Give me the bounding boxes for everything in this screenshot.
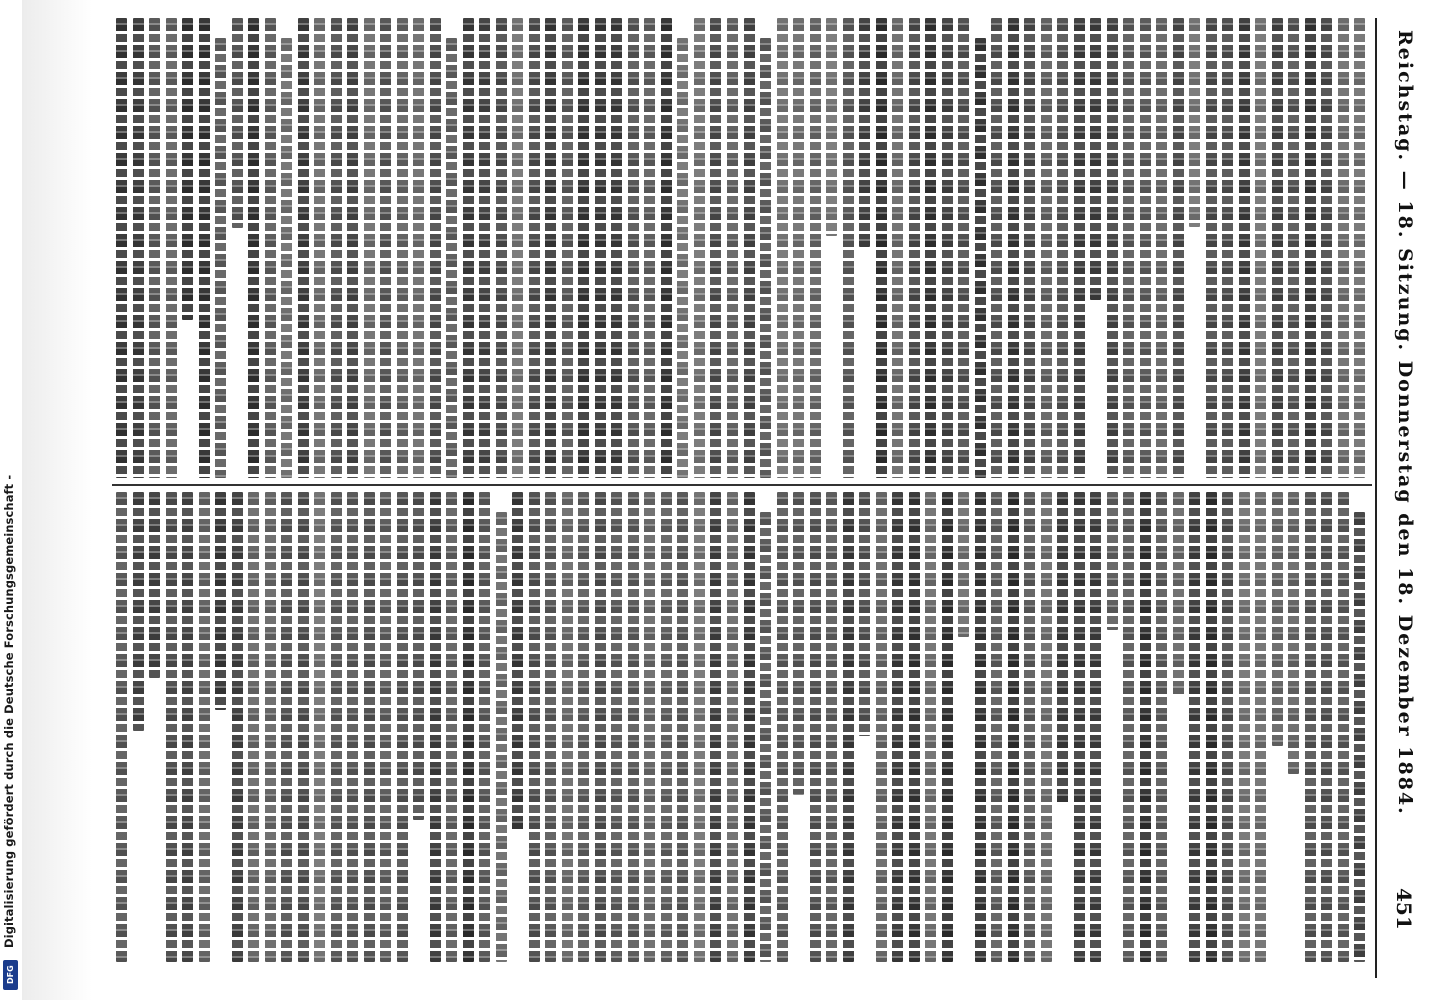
text-line [626,490,641,964]
text-line [1237,490,1252,964]
text-line [560,16,575,480]
text-line [576,16,591,480]
text-line [1039,16,1054,480]
text-line [230,16,245,480]
text-line [1055,16,1070,480]
text-line [725,16,740,480]
text-line [213,490,228,964]
text-line [114,490,129,964]
text-line [395,490,410,964]
text-line [494,16,509,480]
text-line [973,490,988,964]
text-line [1220,16,1235,480]
text-line [329,16,344,480]
text-line [758,16,773,480]
column-divider [112,484,1372,486]
text-line [708,16,723,480]
text-line [411,490,426,964]
running-header: Reichstag. — 18. Sitzung. Donnerstag den 18. Dezember 1884. [1394,30,1416,816]
text-line [1088,16,1103,480]
text-line [1237,16,1252,480]
text-line [1187,16,1202,480]
text-line [1253,16,1268,480]
text-column-right [114,490,1369,964]
text-line [180,490,195,964]
text-line [973,16,988,480]
text-line [1319,490,1334,964]
text-line [923,16,938,480]
text-line [164,490,179,964]
text-line [1220,490,1235,964]
text-line [1204,490,1219,964]
text-line [989,16,1004,480]
text-line [1154,490,1169,964]
text-line [907,16,922,480]
text-line [808,16,823,480]
text-line [494,490,509,964]
text-line [395,16,410,480]
text-line [841,16,856,480]
text-line [824,16,839,480]
text-line [642,16,657,480]
header-rule [1375,18,1377,978]
text-line [890,16,905,480]
text-line [1022,490,1037,964]
text-line [923,490,938,964]
text-line [510,16,525,480]
text-line [378,16,393,480]
scan-edge-shading [22,0,102,1000]
text-line [230,490,245,964]
text-line [1253,490,1268,964]
text-line [874,16,889,480]
text-line [857,16,872,480]
text-line [246,16,261,480]
text-line [675,490,690,964]
text-line [1138,16,1153,480]
text-line [444,490,459,964]
text-line [197,16,212,480]
text-line [1270,490,1285,964]
text-line [742,16,757,480]
text-line [1072,16,1087,480]
watermark-text: Digitalisierung gefördert durch die Deutsche Forschungsgemeinschaft - [2,474,16,948]
text-line [1286,16,1301,480]
text-line [263,16,278,480]
text-line [1336,490,1351,964]
text-line [659,490,674,964]
text-line [692,490,707,964]
text-line [147,490,162,964]
text-line [1352,490,1367,964]
text-line [543,490,558,964]
text-line [197,490,212,964]
text-line [675,16,690,480]
text-line [775,16,790,480]
text-line [1154,16,1169,480]
text-line [808,490,823,964]
text-line [708,490,723,964]
text-line [1088,490,1103,964]
text-line [1006,16,1021,480]
text-line [841,490,856,964]
text-line [477,490,492,964]
text-line [1171,16,1186,480]
text-line [642,490,657,964]
text-line [1286,490,1301,964]
text-line [114,16,129,480]
text-line [560,490,575,964]
text-line [775,490,790,964]
text-line [791,16,806,480]
text-line [131,490,146,964]
text-line [477,16,492,480]
dfg-logo: DFG [3,960,18,990]
text-line [609,16,624,480]
text-line [461,16,476,480]
text-line [345,490,360,964]
text-line [725,490,740,964]
text-line [989,490,1004,964]
page-number: 451 [1392,888,1416,930]
text-line [147,16,162,480]
text-line [279,16,294,480]
text-line [1105,490,1120,964]
text-line [692,16,707,480]
text-line [213,16,228,480]
text-line [1336,16,1351,480]
text-line [593,16,608,480]
text-line [527,16,542,480]
text-line [461,490,476,964]
digitization-watermark [0,0,22,1000]
text-line [626,16,641,480]
text-line [279,490,294,964]
text-line [1138,490,1153,964]
text-line [131,16,146,480]
text-line [824,490,839,964]
text-line [1055,490,1070,964]
text-line [1187,490,1202,964]
text-line [329,490,344,964]
text-line [609,490,624,964]
text-line [428,490,443,964]
text-line [907,490,922,964]
text-line [296,490,311,964]
text-line [1121,16,1136,480]
text-line [1072,490,1087,964]
text-line [956,16,971,480]
text-line [1204,16,1219,480]
text-line [428,16,443,480]
text-line [1319,16,1334,480]
text-line [263,490,278,964]
text-line [510,490,525,964]
text-line [164,16,179,480]
text-line [659,16,674,480]
text-line [345,16,360,480]
text-line [1039,490,1054,964]
text-line [1105,16,1120,480]
text-line [576,490,591,964]
text-line [312,490,327,964]
text-line [758,490,773,964]
text-line [956,490,971,964]
text-line [1352,16,1367,480]
text-line [411,16,426,480]
text-line [312,16,327,480]
text-line [857,490,872,964]
text-line [1303,16,1318,480]
text-line [527,490,542,964]
text-line [791,490,806,964]
text-line [543,16,558,480]
text-line [1303,490,1318,964]
text-line [940,16,955,480]
text-column-left [114,16,1369,480]
text-line [362,490,377,964]
text-line [1022,16,1037,480]
text-line [444,16,459,480]
text-line [1121,490,1136,964]
text-line [1006,490,1021,964]
text-line [940,490,955,964]
text-line [362,16,377,480]
text-line [180,16,195,480]
text-line [742,490,757,964]
text-line [593,490,608,964]
text-line [890,490,905,964]
text-line [874,490,889,964]
text-line [378,490,393,964]
text-line [296,16,311,480]
text-line [1270,16,1285,480]
text-line [1171,490,1186,964]
text-line [246,490,261,964]
